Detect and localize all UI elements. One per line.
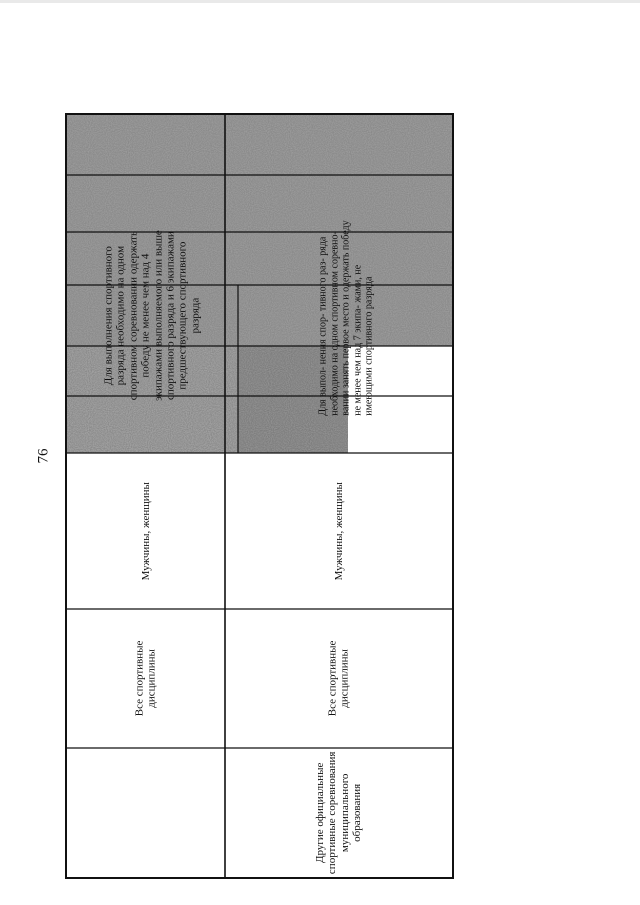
requirement-text: Для выпол- нения спор- тивного раз- ряда необходимо на одном спортивном соревно- вании занять первое место и одержать победу не менее чем над 7 экипа- жами, не имеющими спортивного разряда <box>316 220 374 416</box>
competition-cell-1 <box>66 748 225 878</box>
participants-cell-2 <box>225 453 453 609</box>
participants-cell-1 <box>66 453 225 609</box>
competition-cell-2 <box>225 748 453 878</box>
requirement-text: Для выполнения спортивного разряда необходимо на одном спортивном соревновании одержать победу не менее чем над 4 экипажами выполняемого или выше спортивного разряда и 6 экипажами предшествующего спортивного разряда <box>102 230 202 401</box>
discipline-text: Все спортивные дисциплины <box>133 640 158 717</box>
discipline-text: Все спортивные дисциплины <box>326 640 351 717</box>
requirement-cell-1 <box>66 230 238 401</box>
page-number: 76 <box>35 448 51 464</box>
discipline-cell-1 <box>66 609 225 748</box>
discipline-cell-2 <box>225 609 453 748</box>
requirement-cell-2 <box>238 220 453 416</box>
competition-text: Другие официальные спортивные соревнования муниципального образования <box>314 751 364 875</box>
participants-text: Мужчины, женщины <box>139 481 152 581</box>
participants-text: Мужчины, женщины <box>332 481 345 581</box>
